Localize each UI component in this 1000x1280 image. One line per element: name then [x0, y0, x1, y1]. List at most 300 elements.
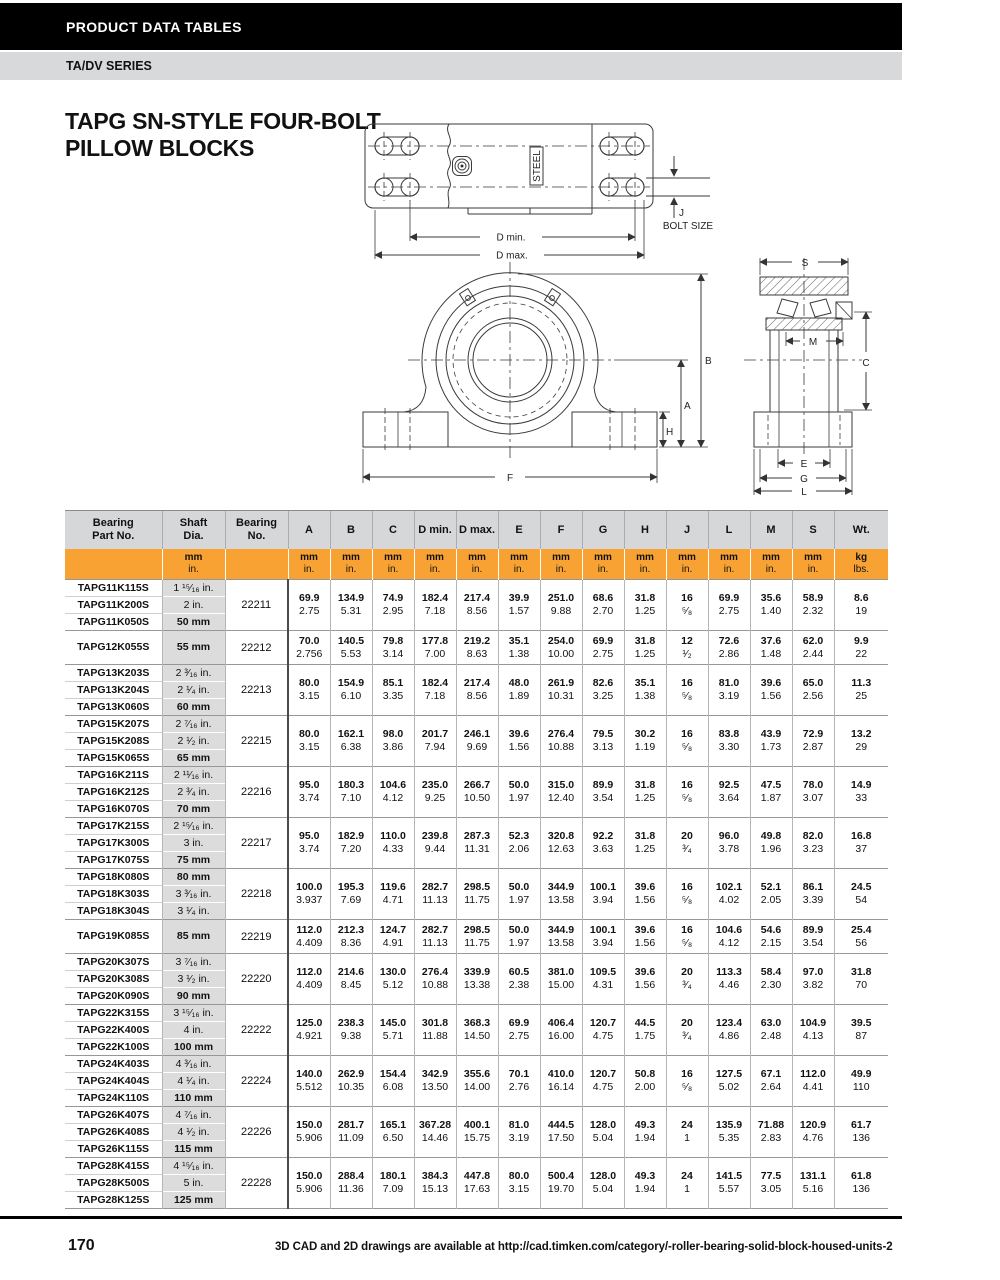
dimension-cell: 125.0 4.921 — [288, 1005, 330, 1056]
bearing-number-cell: 22228 — [225, 1158, 288, 1209]
shaft-dia-cell: 2 ¹⁄₂ in. — [162, 733, 225, 750]
weight-cell: 49.9 110 — [834, 1056, 888, 1107]
dimension-cell: 381.0 15.00 — [540, 954, 582, 1005]
steel-tag-label: STEEL — [532, 150, 543, 182]
col-header-b: B — [330, 511, 372, 550]
part-number-cell: TAPG18K304S — [65, 903, 162, 920]
shaft-dia-cell: 4 ³⁄₁₆ in. — [162, 1056, 225, 1073]
part-number-cell: TAPG18K303S — [65, 886, 162, 903]
header-band — [0, 3, 902, 50]
shaft-dia-cell: 55 mm — [162, 631, 225, 665]
dimension-cell: 180.1 7.09 — [372, 1158, 414, 1209]
shaft-dia-cell: 4 ⁷⁄₁₆ in. — [162, 1107, 225, 1124]
shaft-dia-cell: 60 mm — [162, 699, 225, 716]
part-number-cell: TAPG24K110S — [65, 1090, 162, 1107]
part-number-cell: TAPG15K207S — [65, 716, 162, 733]
dimension-cell: 113.3 4.46 — [708, 954, 750, 1005]
dimension-cell: 82.0 3.23 — [792, 818, 834, 869]
dimension-cell: 344.9 13.58 — [540, 869, 582, 920]
dimension-cell: 20 ³⁄₄ — [666, 954, 708, 1005]
shaft-dia-cell: 75 mm — [162, 852, 225, 869]
shaft-dia-cell: 100 mm — [162, 1039, 225, 1056]
shaft-dia-cell: 2 ⁷⁄₁₆ in. — [162, 716, 225, 733]
shaft-dia-cell: 3 ¹⁄₄ in. — [162, 903, 225, 920]
dimension-cell: 109.5 4.31 — [582, 954, 624, 1005]
col-header-m: M — [750, 511, 792, 550]
unit-cell-dmin: mm in. — [414, 549, 456, 580]
dimension-cell: 276.4 10.88 — [540, 716, 582, 767]
weight-cell: 61.7 136 — [834, 1107, 888, 1158]
dimension-cell: 100.0 3.937 — [288, 869, 330, 920]
front-view-drawing — [363, 262, 712, 484]
dimension-cell: 62.0 2.44 — [792, 631, 834, 665]
dimension-cell: 282.7 11.13 — [414, 869, 456, 920]
dimension-cell: 235.0 9.25 — [414, 767, 456, 818]
dimension-cell: 20 ³⁄₄ — [666, 818, 708, 869]
dimension-cell: 239.8 9.44 — [414, 818, 456, 869]
dimension-cell: 80.0 3.15 — [288, 665, 330, 716]
cad-availability-note: 3D CAD and 2D drawings are available at http://cad.timken.com/category/-roller-bearing-solid-block-housed-units-2 — [275, 1241, 893, 1253]
dimension-cell: 130.0 5.12 — [372, 954, 414, 1005]
dimension-cell: 79.8 3.14 — [372, 631, 414, 665]
bearing-number-cell: 22222 — [225, 1005, 288, 1056]
dimension-cell: 49.3 1.94 — [624, 1158, 666, 1209]
dimension-cell: 182.4 7.18 — [414, 580, 456, 631]
dimension-cell: 49.3 1.94 — [624, 1107, 666, 1158]
dimension-cell: 112.0 4.409 — [288, 920, 330, 954]
dimension-cell: 31.8 1.25 — [624, 818, 666, 869]
bearing-number-cell: 22218 — [225, 869, 288, 920]
shaft-dia-cell: 3 ¹⁄₂ in. — [162, 971, 225, 988]
dimension-cell: 120.9 4.76 — [792, 1107, 834, 1158]
dimension-cell: 165.1 6.50 — [372, 1107, 414, 1158]
part-number-cell: TAPG28K415S — [65, 1158, 162, 1175]
dimension-cell: 182.9 7.20 — [330, 818, 372, 869]
bearing-number-cell: 22217 — [225, 818, 288, 869]
part-number-cell: TAPG15K065S — [65, 750, 162, 767]
weight-cell: 39.5 87 — [834, 1005, 888, 1056]
page-title-line2: PILLOW BLOCKS — [65, 135, 255, 161]
dim-label-a: A — [684, 401, 691, 412]
dimension-cell: 112.0 4.409 — [288, 954, 330, 1005]
shaft-dia-cell: 125 mm — [162, 1192, 225, 1209]
page-number: 170 — [68, 1237, 95, 1254]
dimension-cell: 24 1 — [666, 1158, 708, 1209]
dimension-cell: 154.9 6.10 — [330, 665, 372, 716]
dimension-cell: 344.9 13.58 — [540, 920, 582, 954]
dimension-cell: 72.9 2.87 — [792, 716, 834, 767]
header-title: PRODUCT DATA TABLES — [66, 18, 242, 35]
dimension-cell: 287.3 11.31 — [456, 818, 498, 869]
dimension-cell: 298.5 11.75 — [456, 920, 498, 954]
dimension-cell: 128.0 5.04 — [582, 1158, 624, 1209]
dimension-cell: 98.0 3.86 — [372, 716, 414, 767]
table-row — [65, 954, 888, 971]
dimension-cell: 39.6 1.56 — [750, 665, 792, 716]
col-header-dmax: D max. — [456, 511, 498, 550]
unit-cell-part — [65, 549, 162, 580]
bearing-number-cell: 22226 — [225, 1107, 288, 1158]
dimension-cell: 177.8 7.00 — [414, 631, 456, 665]
col-header-bearing: Bearing No. — [225, 511, 288, 550]
shaft-dia-cell: 4 ¹⁄₄ in. — [162, 1073, 225, 1090]
bearing-number-cell: 22219 — [225, 920, 288, 954]
table-row — [65, 818, 888, 835]
part-number-cell: TAPG16K070S — [65, 801, 162, 818]
unit-cell-shaft: mm in. — [162, 549, 225, 580]
table-row — [65, 1107, 888, 1124]
table-row — [65, 631, 888, 665]
part-number-cell: TAPG11K115S — [65, 580, 162, 597]
dim-label-h: H — [666, 427, 674, 438]
dimension-cell: 49.8 1.96 — [750, 818, 792, 869]
table-row — [65, 1005, 888, 1022]
dimension-cell: 276.4 10.88 — [414, 954, 456, 1005]
dimension-cell: 261.9 10.31 — [540, 665, 582, 716]
dimension-cell: 254.0 10.00 — [540, 631, 582, 665]
dimension-cell: 74.9 2.95 — [372, 580, 414, 631]
shaft-dia-cell: 3 ¹⁵⁄₁₆ in. — [162, 1005, 225, 1022]
dimension-cell: 301.8 11.88 — [414, 1005, 456, 1056]
dimension-cell: 24 1 — [666, 1107, 708, 1158]
dimension-cell: 104.9 4.13 — [792, 1005, 834, 1056]
shaft-dia-cell: 4 ¹⁵⁄₁₆ in. — [162, 1158, 225, 1175]
dimension-cell: 71.88 2.83 — [750, 1107, 792, 1158]
dim-label-l: L — [801, 487, 807, 498]
dim-label-f: F — [506, 473, 514, 484]
dimension-cell: 44.5 1.75 — [624, 1005, 666, 1056]
dimension-cell: 104.6 4.12 — [708, 920, 750, 954]
dimension-cell: 16 ⁵⁄₈ — [666, 1056, 708, 1107]
part-number-cell: TAPG26K408S — [65, 1124, 162, 1141]
technical-drawings — [330, 104, 950, 508]
shaft-dia-cell: 3 ³⁄₁₆ in. — [162, 886, 225, 903]
col-header-h: H — [624, 511, 666, 550]
table-row — [65, 920, 888, 954]
shaft-dia-cell: 2 in. — [162, 597, 225, 614]
dimension-cell: 217.4 8.56 — [456, 665, 498, 716]
shaft-dia-cell: 85 mm — [162, 920, 225, 954]
dimension-cell: 68.6 2.70 — [582, 580, 624, 631]
col-header-f: F — [540, 511, 582, 550]
shaft-dia-cell: 115 mm — [162, 1141, 225, 1158]
dimension-cell: 212.3 8.36 — [330, 920, 372, 954]
dimension-cell: 37.6 1.48 — [750, 631, 792, 665]
col-header-part: Bearing Part No. — [65, 511, 162, 550]
dimension-cell: 31.8 1.25 — [624, 631, 666, 665]
shaft-dia-cell: 65 mm — [162, 750, 225, 767]
dimension-cell: 50.8 2.00 — [624, 1056, 666, 1107]
dimension-cell: 180.3 7.10 — [330, 767, 372, 818]
col-header-shaft: Shaft Dia. — [162, 511, 225, 550]
dimension-cell: 406.4 16.00 — [540, 1005, 582, 1056]
dimension-cell: 95.0 3.74 — [288, 818, 330, 869]
dimension-cell: 120.7 4.75 — [582, 1005, 624, 1056]
unit-row — [65, 549, 888, 580]
dimension-cell: 127.5 5.02 — [708, 1056, 750, 1107]
dimension-cell: 135.9 5.35 — [708, 1107, 750, 1158]
dimension-cell: 50.0 1.97 — [498, 869, 540, 920]
dimension-cell: 410.0 16.14 — [540, 1056, 582, 1107]
dimension-cell: 52.1 2.05 — [750, 869, 792, 920]
series-label: TA/DV SERIES — [66, 59, 152, 73]
dimension-cell: 16 ⁵⁄₈ — [666, 716, 708, 767]
shaft-dia-cell: 2 ¹⁄₄ in. — [162, 682, 225, 699]
dimension-cell: 54.6 2.15 — [750, 920, 792, 954]
product-data-table — [65, 510, 888, 1209]
part-number-cell: TAPG20K090S — [65, 988, 162, 1005]
shaft-dia-cell: 1 ¹⁵⁄₁₆ in. — [162, 580, 225, 597]
table-header-row — [65, 511, 888, 550]
shaft-dia-cell: 2 ¹¹⁄₁₆ in. — [162, 767, 225, 784]
dimension-cell: 145.0 5.71 — [372, 1005, 414, 1056]
dimension-cell: 81.0 3.19 — [708, 665, 750, 716]
part-number-cell: TAPG20K308S — [65, 971, 162, 988]
col-header-dmin: D min. — [414, 511, 456, 550]
weight-cell: 31.8 70 — [834, 954, 888, 1005]
shaft-dia-cell: 4 in. — [162, 1022, 225, 1039]
dim-label-s: S — [801, 258, 809, 269]
dimension-cell: 50.0 1.97 — [498, 767, 540, 818]
dim-label-j: J — [679, 208, 684, 219]
dimension-cell: 67.1 2.64 — [750, 1056, 792, 1107]
bearing-number-cell: 22224 — [225, 1056, 288, 1107]
unit-cell-g: mm in. — [582, 549, 624, 580]
part-number-cell: TAPG22K100S — [65, 1039, 162, 1056]
dimension-cell: 154.4 6.08 — [372, 1056, 414, 1107]
unit-cell-j: mm in. — [666, 549, 708, 580]
dimension-cell: 102.1 4.02 — [708, 869, 750, 920]
part-number-cell: TAPG26K407S — [65, 1107, 162, 1124]
dimension-cell: 35.1 1.38 — [624, 665, 666, 716]
dimension-cell: 124.7 4.91 — [372, 920, 414, 954]
dimension-cell: 95.0 3.74 — [288, 767, 330, 818]
dimension-cell: 281.7 11.09 — [330, 1107, 372, 1158]
dimension-cell: 16 ⁵⁄₈ — [666, 920, 708, 954]
dimension-cell: 30.2 1.19 — [624, 716, 666, 767]
weight-cell: 9.9 22 — [834, 631, 888, 665]
dimension-cell: 100.1 3.94 — [582, 869, 624, 920]
unit-cell-f: mm in. — [540, 549, 582, 580]
dimension-cell: 384.3 15.13 — [414, 1158, 456, 1209]
dimension-cell: 78.0 3.07 — [792, 767, 834, 818]
dimension-cell: 79.5 3.13 — [582, 716, 624, 767]
dimension-cell: 400.1 15.75 — [456, 1107, 498, 1158]
footer-rule — [0, 1216, 902, 1219]
unit-cell-bearing — [225, 549, 288, 580]
shaft-dia-cell: 4 ¹⁄₂ in. — [162, 1124, 225, 1141]
bearing-number-cell: 22213 — [225, 665, 288, 716]
col-header-j: J — [666, 511, 708, 550]
dimension-cell: 447.8 17.63 — [456, 1158, 498, 1209]
dimension-cell: 96.0 3.78 — [708, 818, 750, 869]
dimension-cell: 89.9 3.54 — [792, 920, 834, 954]
dimension-cell: 77.5 3.05 — [750, 1158, 792, 1209]
dimension-cell: 60.5 2.38 — [498, 954, 540, 1005]
dimension-cell: 219.2 8.63 — [456, 631, 498, 665]
col-header-l: L — [708, 511, 750, 550]
dimension-cell: 266.7 10.50 — [456, 767, 498, 818]
shaft-dia-cell: 5 in. — [162, 1175, 225, 1192]
page-title-line1: TAPG SN-STYLE FOUR-BOLT — [65, 108, 381, 134]
dimension-cell: 69.9 2.75 — [288, 580, 330, 631]
dim-label-g: G — [800, 474, 808, 485]
dimension-cell: 140.0 5.512 — [288, 1056, 330, 1107]
dimension-cell: 35.1 1.38 — [498, 631, 540, 665]
unit-cell-e: mm in. — [498, 549, 540, 580]
col-header-g: G — [582, 511, 624, 550]
bearing-number-cell: 22220 — [225, 954, 288, 1005]
dimension-cell: 35.6 1.40 — [750, 580, 792, 631]
table-row — [65, 580, 888, 597]
dimension-cell: 238.3 9.38 — [330, 1005, 372, 1056]
dimension-cell: 31.8 1.25 — [624, 767, 666, 818]
dimension-cell: 315.0 12.40 — [540, 767, 582, 818]
part-number-cell: TAPG11K200S — [65, 597, 162, 614]
dimension-cell: 97.0 3.82 — [792, 954, 834, 1005]
dimension-cell: 128.0 5.04 — [582, 1107, 624, 1158]
dimension-cell: 39.9 1.57 — [498, 580, 540, 631]
dimension-cell: 69.9 2.75 — [498, 1005, 540, 1056]
part-number-cell: TAPG28K500S — [65, 1175, 162, 1192]
dimension-cell: 58.9 2.32 — [792, 580, 834, 631]
weight-cell: 11.3 25 — [834, 665, 888, 716]
dimension-cell: 201.7 7.94 — [414, 716, 456, 767]
part-number-cell: TAPG24K404S — [65, 1073, 162, 1090]
shaft-dia-cell: 3 ⁷⁄₁₆ in. — [162, 954, 225, 971]
dimension-cell: 69.9 2.75 — [708, 580, 750, 631]
table-row — [65, 767, 888, 784]
dim-label-c: C — [862, 358, 870, 369]
table-row — [65, 1056, 888, 1073]
dimension-cell: 80.0 3.15 — [288, 716, 330, 767]
dimension-cell: 104.6 4.12 — [372, 767, 414, 818]
dimension-cell: 500.4 19.70 — [540, 1158, 582, 1209]
dimension-cell: 282.7 11.13 — [414, 920, 456, 954]
dimension-cell: 339.9 13.38 — [456, 954, 498, 1005]
dimension-cell: 342.9 13.50 — [414, 1056, 456, 1107]
dimension-cell: 214.6 8.45 — [330, 954, 372, 1005]
dimension-cell: 16 ⁵⁄₈ — [666, 665, 708, 716]
table-container — [65, 510, 888, 1209]
dim-label-dmax: D max. — [496, 250, 528, 262]
weight-cell: 13.2 29 — [834, 716, 888, 767]
dimension-cell: 39.6 1.56 — [498, 716, 540, 767]
dimension-cell: 288.4 11.36 — [330, 1158, 372, 1209]
dimension-cell: 70.0 2.756 — [288, 631, 330, 665]
dimension-cell: 48.0 1.89 — [498, 665, 540, 716]
dimension-cell: 50.0 1.97 — [498, 920, 540, 954]
col-header-wt: Wt. — [834, 511, 888, 550]
dimension-cell: 150.0 5.906 — [288, 1107, 330, 1158]
dimension-cell: 58.4 2.30 — [750, 954, 792, 1005]
weight-cell: 8.6 19 — [834, 580, 888, 631]
shaft-dia-cell: 110 mm — [162, 1090, 225, 1107]
dimension-cell: 195.3 7.69 — [330, 869, 372, 920]
unit-cell-m: mm in. — [750, 549, 792, 580]
bolt-size-label: BOLT SIZE — [662, 221, 714, 232]
top-view-drawing — [365, 124, 713, 262]
dimension-cell: 251.0 9.88 — [540, 580, 582, 631]
weight-cell: 25.4 56 — [834, 920, 888, 954]
dimension-cell: 39.6 1.56 — [624, 954, 666, 1005]
dimension-cell: 298.5 11.75 — [456, 869, 498, 920]
dim-label-e: E — [800, 459, 808, 470]
part-number-cell: TAPG18K080S — [65, 869, 162, 886]
dimension-cell: 39.6 1.56 — [624, 869, 666, 920]
dimension-cell: 120.7 4.75 — [582, 1056, 624, 1107]
dimension-cell: 52.3 2.06 — [498, 818, 540, 869]
table-row — [65, 869, 888, 886]
dimension-cell: 81.0 3.19 — [498, 1107, 540, 1158]
dimension-cell: 72.6 2.86 — [708, 631, 750, 665]
side-view-drawing — [744, 258, 872, 498]
dimension-cell: 16 ⁵⁄₈ — [666, 767, 708, 818]
part-number-cell: TAPG16K212S — [65, 784, 162, 801]
dimension-cell: 112.0 4.41 — [792, 1056, 834, 1107]
shaft-dia-cell: 80 mm — [162, 869, 225, 886]
part-number-cell: TAPG22K400S — [65, 1022, 162, 1039]
weight-cell: 24.5 54 — [834, 869, 888, 920]
part-number-cell: TAPG11K050S — [65, 614, 162, 631]
dim-label-m: M — [808, 337, 818, 348]
dimension-cell: 43.9 1.73 — [750, 716, 792, 767]
dimension-cell: 444.5 17.50 — [540, 1107, 582, 1158]
part-number-cell: TAPG24K403S — [65, 1056, 162, 1073]
part-number-cell: TAPG19K085S — [65, 920, 162, 954]
dimension-cell: 162.1 6.38 — [330, 716, 372, 767]
weight-cell: 16.8 37 — [834, 818, 888, 869]
col-header-c: C — [372, 511, 414, 550]
unit-cell-b: mm in. — [330, 549, 372, 580]
col-header-s: S — [792, 511, 834, 550]
dimension-cell: 140.5 5.53 — [330, 631, 372, 665]
dimension-cell: 368.3 14.50 — [456, 1005, 498, 1056]
part-number-cell: TAPG17K075S — [65, 852, 162, 869]
shaft-dia-cell: 3 in. — [162, 835, 225, 852]
dimension-cell: 16 ⁵⁄₈ — [666, 869, 708, 920]
bearing-number-cell: 22212 — [225, 631, 288, 665]
unit-cell-s: mm in. — [792, 549, 834, 580]
dimension-cell: 63.0 2.48 — [750, 1005, 792, 1056]
part-number-cell: TAPG12K055S — [65, 631, 162, 665]
dim-label-b: B — [705, 356, 712, 367]
dimension-cell: 86.1 3.39 — [792, 869, 834, 920]
dimension-cell: 134.9 5.31 — [330, 580, 372, 631]
dimension-cell: 12 ¹⁄₂ — [666, 631, 708, 665]
dim-label-dmin: D min. — [496, 232, 526, 244]
dimension-cell: 92.2 3.63 — [582, 818, 624, 869]
col-header-e: E — [498, 511, 540, 550]
weight-cell: 14.9 33 — [834, 767, 888, 818]
dimension-cell: 150.0 5.906 — [288, 1158, 330, 1209]
dimension-cell: 367.28 14.46 — [414, 1107, 456, 1158]
part-number-cell: TAPG13K203S — [65, 665, 162, 682]
col-header-a: A — [288, 511, 330, 550]
shaft-dia-cell: 2 ³⁄₄ in. — [162, 784, 225, 801]
shaft-dia-cell: 70 mm — [162, 801, 225, 818]
series-band — [0, 52, 902, 80]
shaft-dia-cell: 2 ³⁄₁₆ in. — [162, 665, 225, 682]
dimension-cell: 82.6 3.25 — [582, 665, 624, 716]
unit-cell-c: mm in. — [372, 549, 414, 580]
dimension-cell: 110.0 4.33 — [372, 818, 414, 869]
part-number-cell: TAPG22K315S — [65, 1005, 162, 1022]
part-number-cell: TAPG26K115S — [65, 1141, 162, 1158]
dimension-cell: 131.1 5.16 — [792, 1158, 834, 1209]
dimension-cell: 20 ³⁄₄ — [666, 1005, 708, 1056]
shaft-dia-cell: 2 ¹⁵⁄₁₆ in. — [162, 818, 225, 835]
